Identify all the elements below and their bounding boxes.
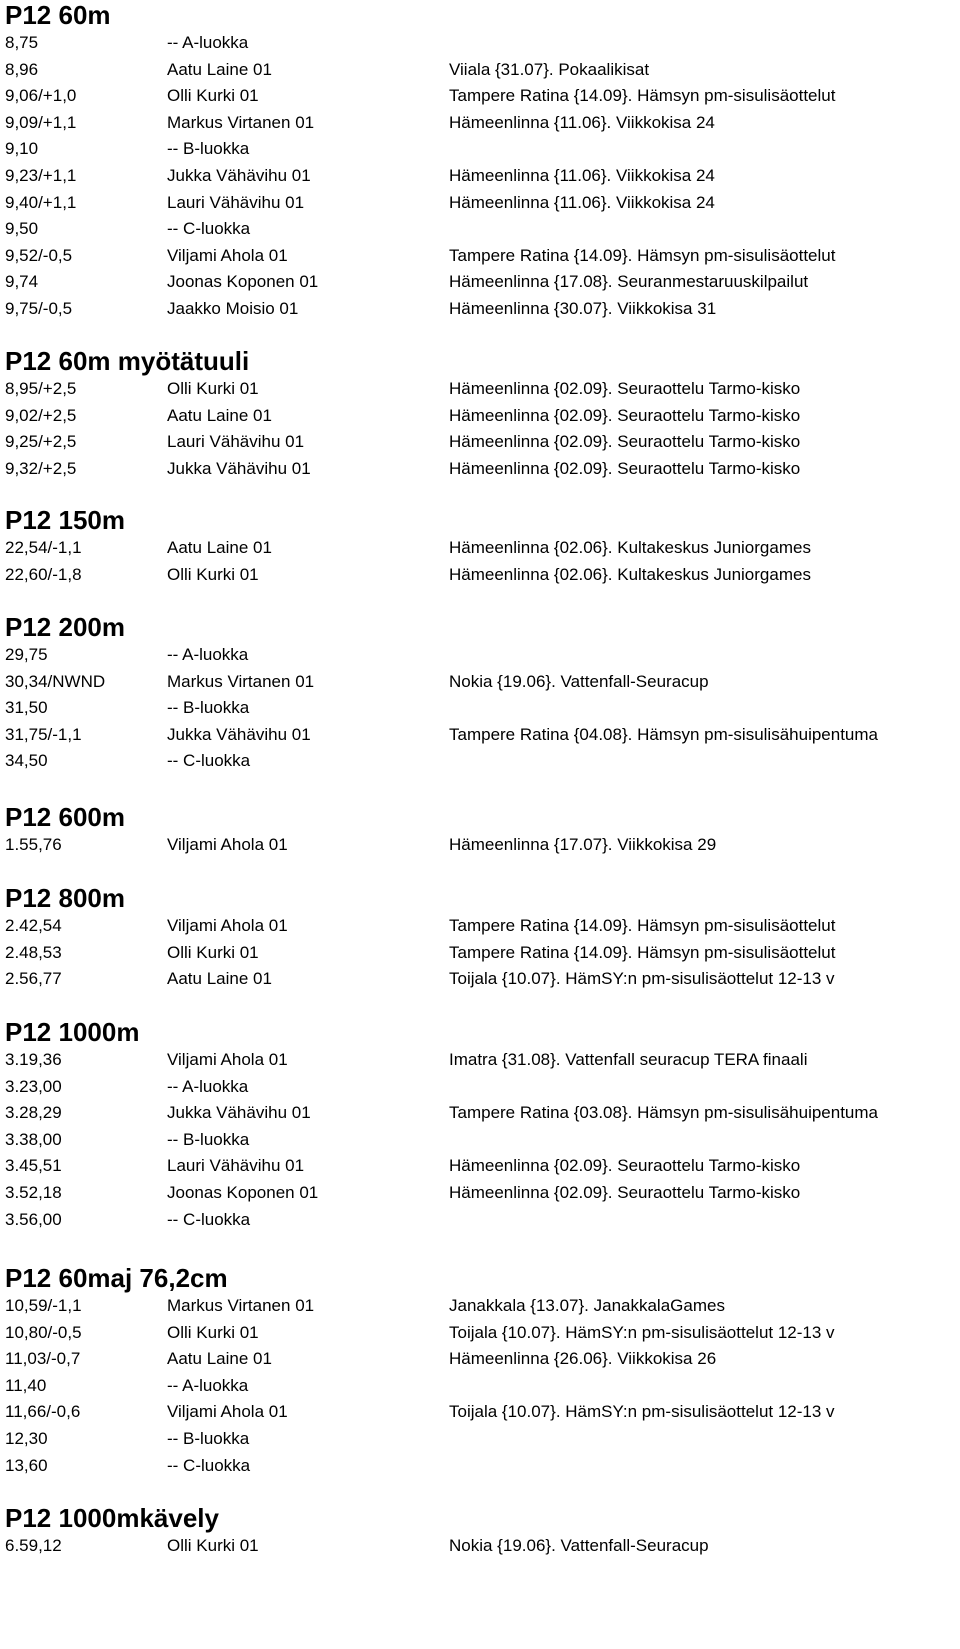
- athlete-name: Markus Virtanen 01: [167, 1296, 315, 1315]
- result-value: 8,96: [5, 59, 39, 79]
- athlete-name: Jukka Vähävihu 01: [167, 458, 311, 478]
- section-title: P12 60maj 76,2cm: [5, 1263, 228, 1293]
- result-value: 9,25/+2,5: [5, 432, 77, 452]
- results-section: [5, 802, 955, 854]
- result-row: [5, 913, 835, 940]
- result-value: 9,32/+2,5: [5, 458, 77, 478]
- result-row: [5, 163, 715, 190]
- venue-event: Nokia {19.06}. Vattenfall-Seuracup: [449, 671, 709, 691]
- result-value: 3.38,00: [5, 1129, 62, 1149]
- athlete-name: Viljami Ahola 01: [167, 916, 288, 935]
- athlete-name: Aatu Laine 01: [167, 405, 272, 425]
- venue-event: Janakkala {13.07}. JanakkalaGames: [449, 1296, 725, 1315]
- venue-event: Hämeenlinna {02.09}. Seuraottelu Tarmo-kisko: [449, 458, 801, 478]
- result-value: 13,60: [5, 1455, 48, 1475]
- result-value: 1.55,76: [5, 835, 62, 854]
- athlete-name: Lauri Vähävihu 01: [167, 192, 305, 212]
- result-value: 8,75: [5, 33, 39, 52]
- result-row: [5, 296, 716, 323]
- section-title: P12 60m myötätuuli: [5, 346, 250, 376]
- venue-event: Hämeenlinna {02.09}. Seuraottelu Tarmo-kisko: [449, 1156, 801, 1176]
- athlete-name: Aatu Laine 01: [167, 969, 272, 989]
- result-row: [5, 1373, 449, 1400]
- venue-event: Tampere Ratina {14.09}. Hämsyn pm-sisulisäottelut: [449, 86, 836, 106]
- venue-event: Hämeenlinna {26.06}. Viikkokisa 26: [449, 1349, 717, 1369]
- result-value: 30,34/NWND: [5, 671, 106, 691]
- result-row: [5, 940, 835, 967]
- athlete-name: Olli Kurki 01: [167, 86, 259, 106]
- athlete-name: Viljami Ahola 01: [167, 835, 288, 854]
- result-row: [5, 243, 835, 270]
- venue-event: Hämeenlinna {02.09}. Seuraottelu Tarmo-kisko: [449, 1183, 801, 1202]
- result-row: [5, 1074, 449, 1101]
- athlete-name: -- A-luokka: [167, 1375, 249, 1395]
- section-title: P12 600m: [5, 802, 125, 832]
- result-value: 9,52/-0,5: [5, 245, 73, 265]
- athlete-name: Jukka Vähävihu 01: [167, 724, 311, 744]
- venue-event: Hämeenlinna {02.09}. Seuraottelu Tarmo-kisko: [449, 405, 801, 425]
- result-row: [5, 110, 715, 137]
- venue-event: Nokia {19.06}. Vattenfall-Seuracup: [449, 1536, 709, 1555]
- athlete-name: Markus Virtanen 01: [167, 112, 315, 132]
- result-row: [5, 1399, 835, 1426]
- section-title: P12 60m: [5, 0, 111, 30]
- result-row: [5, 642, 449, 669]
- result-row: [5, 966, 835, 993]
- athlete-name: -- C-luokka: [167, 751, 251, 771]
- result-value: 31,50: [5, 698, 48, 718]
- result-value: 11,40: [5, 1375, 47, 1395]
- result-value: 11,03/-0,7: [5, 1349, 81, 1369]
- athlete-name: Viljami Ahola 01: [167, 1402, 288, 1422]
- athlete-name: Viljami Ahola 01: [167, 1050, 288, 1069]
- result-row: [5, 376, 800, 403]
- result-row: [5, 722, 878, 749]
- result-row: [5, 1453, 449, 1480]
- result-value: 9,40/+1,1: [5, 192, 77, 212]
- venue-event: Hämeenlinna {11.06}. Viikkokisa 24: [449, 112, 715, 132]
- result-row: [5, 748, 449, 775]
- section-title: P12 800m: [5, 883, 125, 913]
- result-row: [5, 190, 715, 217]
- venue-event: Hämeenlinna {17.08}. Seuranmestaruuskilpailut: [449, 272, 809, 292]
- result-row: [5, 562, 811, 589]
- result-row: [5, 456, 800, 483]
- venue-event: Viiala {31.07}. Pokaalikisat: [449, 59, 650, 79]
- venue-event: Tampere Ratina {14.09}. Hämsyn pm-sisulisäottelut: [449, 942, 836, 962]
- result-value: 3.23,00: [5, 1076, 62, 1096]
- result-value: 3.52,18: [5, 1183, 62, 1202]
- athlete-name: Markus Virtanen 01: [167, 671, 315, 691]
- athlete-name: Jukka Vähävihu 01: [167, 1103, 311, 1123]
- venue-event: Hämeenlinna {02.06}. Kultakeskus Juniorgames: [449, 564, 811, 584]
- athlete-name: -- B-luokka: [167, 139, 250, 159]
- result-row: [5, 1207, 449, 1234]
- athlete-name: Lauri Vähävihu 01: [167, 1156, 305, 1176]
- result-row: [5, 832, 716, 859]
- results-section: [5, 612, 955, 771]
- venue-event: Hämeenlinna {17.07}. Viikkokisa 29: [449, 835, 717, 854]
- result-row: [5, 535, 811, 562]
- result-row: [5, 695, 449, 722]
- result-row: [5, 429, 800, 456]
- result-value: 9,75/-0,5: [5, 299, 73, 318]
- result-value: 12,30: [5, 1429, 48, 1448]
- athlete-name: Jaakko Moisio 01: [167, 299, 299, 318]
- athlete-name: Aatu Laine 01: [167, 1349, 272, 1369]
- athlete-name: -- B-luokka: [167, 698, 250, 718]
- athlete-name: Joonas Koponen 01: [167, 1183, 319, 1202]
- result-row: [5, 30, 449, 57]
- result-row: [5, 1180, 800, 1207]
- section-title: P12 150m: [5, 505, 125, 535]
- results-section: [5, 0, 955, 318]
- athlete-name: Viljami Ahola 01: [167, 245, 288, 265]
- venue-event: Tampere Ratina {14.09}. Hämsyn pm-sisulisäottelut: [449, 916, 836, 935]
- venue-event: Toijala {10.07}. HämSY:n pm-sisulisäottelut 12-13 v: [449, 1322, 835, 1342]
- result-value: 22,60/-1,8: [5, 564, 82, 584]
- athlete-name: Olli Kurki 01: [167, 1536, 259, 1555]
- venue-event: Tampere Ratina {03.08}. Hämsyn pm-sisulisähuipentuma: [449, 1103, 879, 1123]
- result-value: 29,75: [5, 645, 48, 664]
- result-value: 3.56,00: [5, 1209, 62, 1229]
- result-value: 3.28,29: [5, 1103, 62, 1123]
- result-value: 2.56,77: [5, 969, 62, 989]
- result-row: [5, 269, 808, 296]
- venue-event: Hämeenlinna {02.06}. Kultakeskus Juniorgames: [449, 538, 811, 557]
- result-value: 34,50: [5, 751, 48, 771]
- result-value: 9,23/+1,1: [5, 166, 77, 185]
- venue-event: Imatra {31.08}. Vattenfall seuracup TERA finaali: [449, 1050, 808, 1069]
- section-title: P12 200m: [5, 612, 125, 642]
- result-value: 31,75/-1,1: [5, 724, 82, 744]
- athlete-name: Joonas Koponen 01: [167, 272, 319, 292]
- results-section: [5, 505, 955, 584]
- athlete-name: Olli Kurki 01: [167, 564, 259, 584]
- result-value: 9,74: [5, 272, 39, 292]
- athlete-name: -- C-luokka: [167, 1455, 251, 1475]
- venue-event: Toijala {10.07}. HämSY:n pm-sisulisäottelut 12-13 v: [449, 969, 835, 989]
- result-row: [5, 1426, 449, 1453]
- athlete-name: Aatu Laine 01: [167, 538, 272, 557]
- venue-event: Hämeenlinna {30.07}. Viikkokisa 31: [449, 299, 717, 318]
- result-value: 6.59,12: [5, 1536, 62, 1555]
- result-value: 10,59/-1,1: [5, 1296, 82, 1315]
- result-row: [5, 1293, 725, 1320]
- result-row: [5, 1127, 449, 1154]
- athlete-name: -- A-luokka: [167, 1076, 249, 1096]
- venue-event: Hämeenlinna {11.06}. Viikkokisa 24: [449, 192, 715, 212]
- venue-event: Tampere Ratina {14.09}. Hämsyn pm-sisulisäottelut: [449, 245, 836, 265]
- results-section: [5, 1017, 955, 1229]
- result-value: 10,80/-0,5: [5, 1322, 82, 1342]
- result-row: [5, 1047, 807, 1074]
- athlete-name: Aatu Laine 01: [167, 59, 272, 79]
- venue-event: Toijala {10.07}. HämSY:n pm-sisulisäottelut 12-13 v: [449, 1402, 835, 1422]
- result-row: [5, 136, 449, 163]
- athlete-name: -- B-luokka: [167, 1129, 250, 1149]
- athlete-name: -- A-luokka: [167, 645, 249, 664]
- result-row: [5, 57, 649, 84]
- venue-event: Hämeenlinna {02.09}. Seuraottelu Tarmo-kisko: [449, 379, 801, 398]
- result-value: 9,02/+2,5: [5, 405, 77, 425]
- result-row: [5, 1346, 716, 1373]
- section-title: P12 1000m: [5, 1017, 140, 1047]
- result-value: 3.19,36: [5, 1050, 62, 1069]
- result-row: [5, 669, 709, 696]
- athlete-name: Olli Kurki 01: [167, 1322, 259, 1342]
- results-section: [5, 883, 955, 989]
- athlete-name: Olli Kurki 01: [167, 379, 259, 398]
- result-row: [5, 1533, 709, 1560]
- result-value: 9,09/+1,1: [5, 112, 77, 132]
- results-section: [5, 1263, 955, 1475]
- result-value: 9,50: [5, 219, 39, 239]
- result-row: [5, 403, 800, 430]
- result-value: 11,66/-0,6: [5, 1402, 81, 1422]
- result-value: 9,10: [5, 139, 39, 159]
- venue-event: Hämeenlinna {11.06}. Viikkokisa 24: [449, 166, 715, 185]
- section-title: P12 1000mkävely: [5, 1503, 219, 1533]
- athlete-name: -- A-luokka: [167, 33, 249, 52]
- results-section: [5, 1503, 955, 1555]
- result-value: 8,95/+2,5: [5, 379, 77, 398]
- venue-event: Hämeenlinna {02.09}. Seuraottelu Tarmo-kisko: [449, 432, 801, 452]
- athlete-name: -- B-luokka: [167, 1429, 250, 1448]
- result-row: [5, 83, 835, 110]
- athlete-name: -- C-luokka: [167, 219, 251, 239]
- result-row: [5, 1100, 878, 1127]
- athlete-name: Lauri Vähävihu 01: [167, 432, 305, 452]
- result-value: 3.45,51: [5, 1156, 62, 1176]
- result-value: 9,06/+1,0: [5, 86, 77, 106]
- athlete-name: Jukka Vähävihu 01: [167, 166, 311, 185]
- venue-event: Tampere Ratina {04.08}. Hämsyn pm-sisulisähuipentuma: [449, 724, 879, 744]
- result-value: 2.48,53: [5, 942, 62, 962]
- results-section: [5, 346, 955, 478]
- result-row: [5, 1153, 800, 1180]
- result-value: 22,54/-1,1: [5, 538, 82, 557]
- athlete-name: Olli Kurki 01: [167, 942, 259, 962]
- athlete-name: -- C-luokka: [167, 1209, 251, 1229]
- result-value: 2.42,54: [5, 916, 62, 935]
- result-row: [5, 1320, 835, 1347]
- result-row: [5, 216, 449, 243]
